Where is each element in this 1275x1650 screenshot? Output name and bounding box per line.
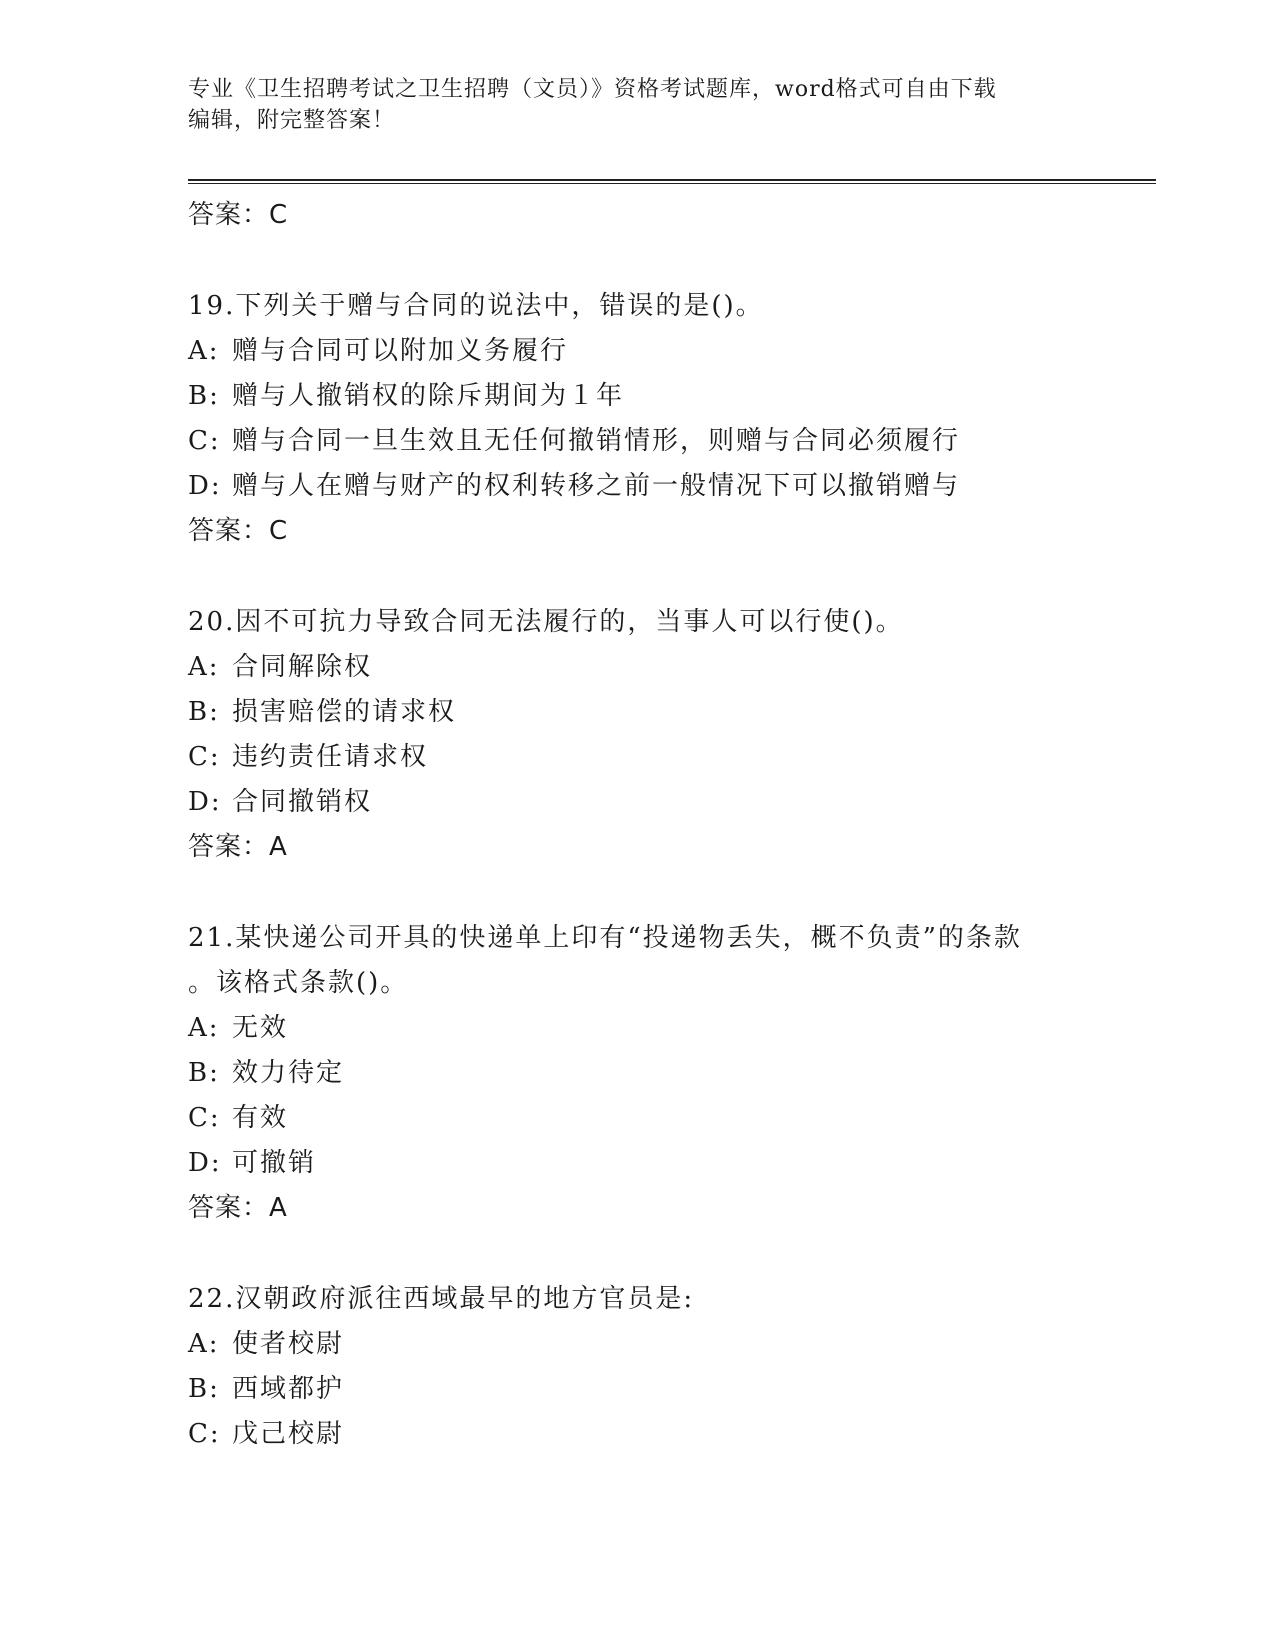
question-stem: 20.因不可抗力导致合同无法履行的，当事人可以行使()。 <box>188 607 904 637</box>
header-divider-thin <box>188 183 1156 184</box>
option-a <box>188 329 1128 374</box>
option-a <box>188 1322 1128 1367</box>
option-label: A: <box>188 1013 220 1043</box>
document-header <box>188 74 1088 136</box>
option-label: C: <box>188 742 221 772</box>
option-d <box>188 780 1128 825</box>
option-text: 合同撤销权 <box>232 787 373 817</box>
option-text: 无效 <box>232 1013 289 1043</box>
option-text: 效力待定 <box>232 1058 345 1088</box>
question-stem: 19.下列关于赠与合同的说法中，错误的是()。 <box>188 291 764 321</box>
option-b <box>188 1051 1128 1096</box>
option-label: B: <box>188 381 220 411</box>
option-label: D: <box>188 787 222 817</box>
answer-line: 答案：C <box>188 200 289 230</box>
option-c <box>188 1096 1128 1141</box>
option-text: 可撤销 <box>232 1148 317 1178</box>
document-body <box>188 193 1128 1457</box>
question-20 <box>188 600 1128 870</box>
option-label: B: <box>188 1374 220 1404</box>
option-a <box>188 1006 1128 1051</box>
option-b <box>188 1367 1128 1412</box>
option-label: C: <box>188 1419 221 1449</box>
header-line-1: 专业《卫生招聘考试之卫生招聘（文员）》资格考试题库，word格式可自由下载 <box>188 77 997 102</box>
option-label: A: <box>188 652 220 682</box>
option-c <box>188 735 1128 780</box>
option-d <box>188 464 1128 509</box>
option-label: D: <box>188 471 222 501</box>
answer-line: 答案：A <box>188 832 288 862</box>
option-text: 赠与人在赠与财产的权利转移之前一般情况下可以撤销赠与 <box>232 471 961 501</box>
option-text: 合同解除权 <box>232 652 373 682</box>
option-label: D: <box>188 1148 222 1178</box>
option-text: 违约责任请求权 <box>232 742 429 772</box>
option-text: 赠与合同可以附加义务履行 <box>232 336 569 366</box>
option-b <box>188 374 1128 419</box>
option-b <box>188 690 1128 735</box>
header-divider-thick <box>188 179 1156 181</box>
option-label: C: <box>188 426 221 456</box>
option-c <box>188 419 1128 464</box>
option-label: B: <box>188 1058 220 1088</box>
option-label: A: <box>188 336 220 366</box>
option-text: 西域都护 <box>232 1374 345 1404</box>
answer-line: 答案：A <box>188 1193 288 1223</box>
header-line-2: 编辑，附完整答案！ <box>188 108 396 133</box>
question-stem-continued: 。该格式条款()。 <box>188 968 409 998</box>
option-d <box>188 1141 1128 1186</box>
answer-line: 答案：C <box>188 516 289 546</box>
question-19 <box>188 284 1128 554</box>
question-21 <box>188 916 1128 1231</box>
option-label: B: <box>188 697 220 727</box>
option-text: 损害赔偿的请求权 <box>232 697 457 727</box>
option-text: 赠与人撤销权的除斥期间为１年 <box>232 381 625 411</box>
question-22 <box>188 1277 1128 1457</box>
option-label: C: <box>188 1103 221 1133</box>
option-text: 戊己校尉 <box>232 1419 345 1449</box>
option-text: 使者校尉 <box>232 1329 345 1359</box>
option-label: A: <box>188 1329 220 1359</box>
question-stem: 22.汉朝政府派往西域最早的地方官员是: <box>188 1284 695 1314</box>
option-text: 赠与合同一旦生效且无任何撤销情形，则赠与合同必须履行 <box>232 426 961 456</box>
option-text: 有效 <box>232 1103 289 1133</box>
option-c <box>188 1412 1128 1457</box>
option-a <box>188 645 1128 690</box>
question-stem: 21.某快递公司开具的快递单上印有“投递物丢失，概不负责”的条款 <box>188 923 1022 953</box>
